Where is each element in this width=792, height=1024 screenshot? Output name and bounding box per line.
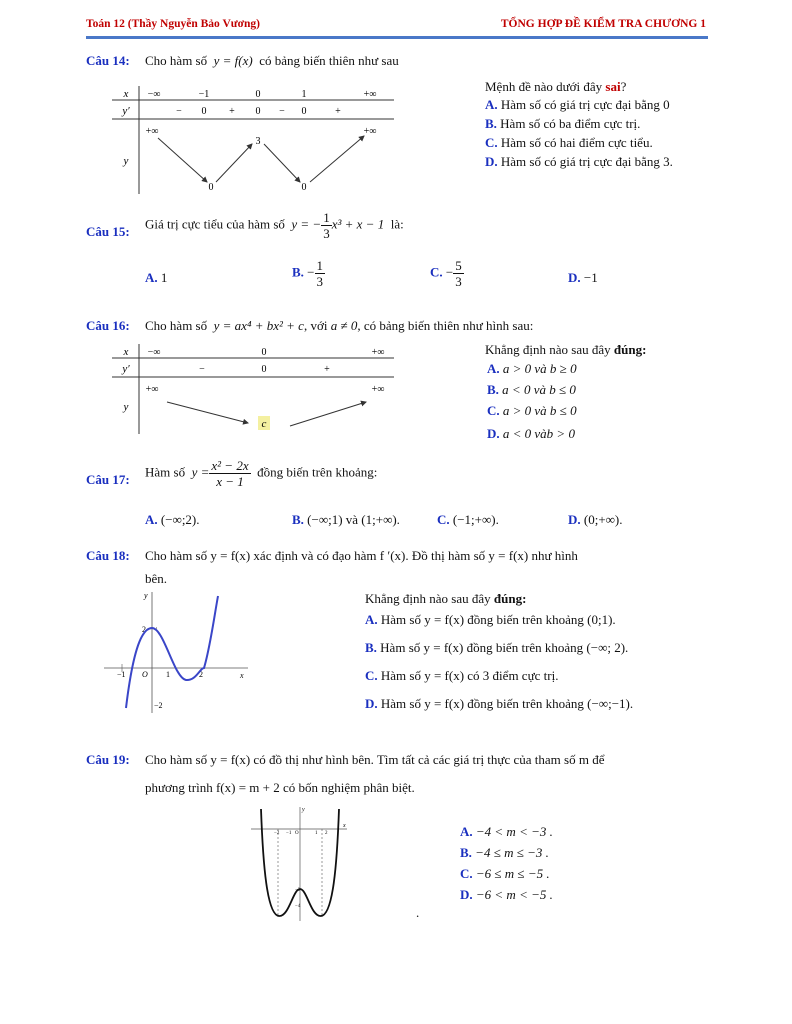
q14-y-val: 0 [301, 182, 307, 193]
q16-label: Câu 16: [86, 318, 130, 333]
q19-graph [245, 805, 355, 923]
q16-text: Cho hàm số y = ax⁴ + bx² + c, với a ≠ 0, có bảng biến thiên như hình sau: [145, 318, 534, 333]
q16-x-val: +∞ [371, 347, 385, 358]
q14-y-val: 3 [255, 136, 261, 147]
q19-option-b[interactable]: B. −4 ≤ m ≤ −3 . [460, 845, 549, 860]
q17-option-d[interactable]: D. (0;+∞). [568, 512, 623, 527]
q18-line2: bên. [145, 571, 168, 586]
q19-option-d[interactable]: D. −6 < m < −5 . [460, 887, 553, 902]
q16-variation-table [112, 344, 394, 434]
q18-y-label: y [144, 591, 148, 600]
q14-y-val: 0 [208, 182, 214, 193]
q14-sign: 0 [301, 106, 307, 117]
q19-tick: −1 [286, 831, 292, 836]
header-right: TỔNG HỢP ĐỀ KIỂM TRA CHƯƠNG 1 [500, 18, 706, 30]
header-left: Toán 12 (Thầy Nguyễn Bảo Vương) [86, 18, 260, 30]
q14-sign: 0 [201, 106, 207, 117]
header-rule [86, 36, 708, 39]
q19-tick: −4 [295, 904, 301, 909]
q19-y-label: y [302, 807, 305, 813]
q15-option-d[interactable]: D. −1 [568, 270, 598, 285]
q15-option-c[interactable]: C. − $\frac{5}{3}$ [430, 258, 462, 289]
q16-x-val: −∞ [147, 347, 161, 358]
q19-tick: O [295, 831, 299, 836]
q14-x-val: +∞ [363, 89, 377, 100]
q16-option-a[interactable]: A. a > 0 và b ≥ 0 [487, 361, 577, 376]
q19-line2: phương trình f(x) = m + 2 có bốn nghiệm phân biệt. [145, 780, 415, 795]
q16-x-label: x [123, 346, 129, 358]
q19-tick: −3 [295, 888, 301, 893]
q14-sign: − [279, 106, 285, 117]
q17-label: Câu 17: [86, 472, 130, 487]
q17-text: Hàm số y = $\frac{\text{x² − 2x}}{x - 1}$ đồng biến trên khoảng: [145, 458, 378, 489]
q17-option-c[interactable]: C. (−1;+∞). [437, 512, 499, 527]
q18-option-b[interactable]: B. Hàm số y = f(x) đồng biến trên khoảng (−∞; 2). [365, 640, 629, 655]
q14-sign: + [335, 106, 341, 117]
q18-label: Câu 18: [86, 548, 130, 563]
q14-option-a[interactable]: A. Hàm số có giá trị cực đại bằng 0 [485, 97, 670, 112]
q19-label: Câu 19: [86, 752, 130, 767]
q19-option-c[interactable]: C. −6 ≤ m ≤ −5 . [460, 866, 550, 881]
q17-option-b[interactable]: B. (−∞;1) và (1;+∞). [292, 512, 400, 527]
q14-x-label: x [123, 88, 129, 100]
q19-tick: −2 [274, 831, 280, 836]
q18-line1: Cho hàm số y = f(x) xác định và có đạo hàm f ′(x). Đồ thị hàm số y = f(x) như hình [145, 548, 578, 563]
q18-tick: −1 [117, 670, 126, 679]
q15-label: Câu 15: [86, 224, 130, 239]
q14-y-val: +∞ [363, 126, 377, 137]
q16-sign: − [199, 364, 205, 375]
q19-option-a[interactable]: A. −4 < m < −3 . [460, 824, 553, 839]
q18-option-c[interactable]: C. Hàm số y = f(x) có 3 điểm cực trị. [365, 668, 559, 683]
q16-x-val: 0 [261, 347, 267, 358]
q18-option-a[interactable]: A. Hàm số y = f(x) đồng biến trên khoảng (0;1). [365, 612, 616, 627]
q15-text: Giá trị cực tiểu của hàm số y = − $\frac{1}{3}$ x³ + x − 1 là: [145, 210, 404, 241]
q16-y-val: +∞ [145, 384, 159, 395]
q18-graph [100, 588, 252, 716]
q16-option-c[interactable]: C. a > 0 và b ≤ 0 [487, 403, 577, 418]
q14-option-d[interactable]: D. Hàm số có giá trị cực đại bằng 3. [485, 154, 673, 169]
q19-dot: . [416, 905, 420, 920]
q14-x-val: −1 [198, 89, 210, 100]
q14-x-val: 0 [255, 89, 261, 100]
q19-x-label: x [343, 823, 346, 829]
q16-sign: 0 [261, 364, 267, 375]
q18-prompt: Khẳng định nào sau đây đúng: [365, 591, 527, 606]
q18-tick: −2 [154, 701, 163, 710]
q19-tick: 2 [325, 831, 328, 836]
q18-curve [126, 596, 218, 708]
q19-line1: Cho hàm số y = f(x) có đồ thị như hình bên. Tìm tất cả các giá trị thực của tham số m để [145, 752, 605, 767]
q18-origin: O [142, 670, 148, 679]
q18-tick: 2 [199, 670, 203, 679]
q17-option-a[interactable]: A. (−∞;2). [145, 512, 200, 527]
q16-prompt: Khẳng định nào sau đây đúng: [485, 342, 647, 357]
q14-option-c[interactable]: C. Hàm số có hai điểm cực tiểu. [485, 135, 653, 150]
q16-sign: + [324, 364, 330, 375]
q14-yp-label: y′ [122, 105, 130, 117]
q18-option-d[interactable]: D. Hàm số y = f(x) đồng biến trên khoảng (−∞;−1). [365, 696, 634, 711]
q14-y-val: +∞ [145, 126, 159, 137]
q16-option-b[interactable]: B. a < 0 và b ≤ 0 [487, 382, 576, 397]
q14-sign: − [176, 106, 182, 117]
q14-text: Cho hàm số y = f(x) có bảng biến thiên như sau [145, 53, 399, 68]
q15-option-a[interactable]: A. 1 [145, 270, 168, 285]
q14-prompt: Mệnh đề nào dưới đây sai? [485, 79, 627, 94]
q14-x-val: −∞ [147, 89, 161, 100]
q18-x-label: x [240, 671, 244, 680]
q16-yp-label: y′ [122, 363, 130, 375]
q15-option-b[interactable]: B. − $\frac{1}{3}$ [292, 258, 324, 289]
q19-tick: 1 [315, 831, 318, 836]
q18-tick: 1 [166, 670, 170, 679]
q18-tick: 2 [142, 625, 146, 634]
q14-y-label: y [123, 155, 129, 167]
q14-x-val: 1 [301, 89, 307, 100]
q14-sign: 0 [255, 106, 261, 117]
q14-variation-table [112, 86, 394, 194]
q16-y-val: +∞ [371, 384, 385, 395]
q14-label: Câu 14: [86, 53, 130, 68]
q14-option-b[interactable]: B. Hàm số có ba điểm cực trị. [485, 116, 641, 131]
q14-sign: + [229, 106, 235, 117]
q16-y-label: y [123, 401, 129, 413]
q16-y-val: c [261, 418, 267, 430]
q16-option-d[interactable]: D. a < 0 vàb > 0 [487, 426, 575, 441]
